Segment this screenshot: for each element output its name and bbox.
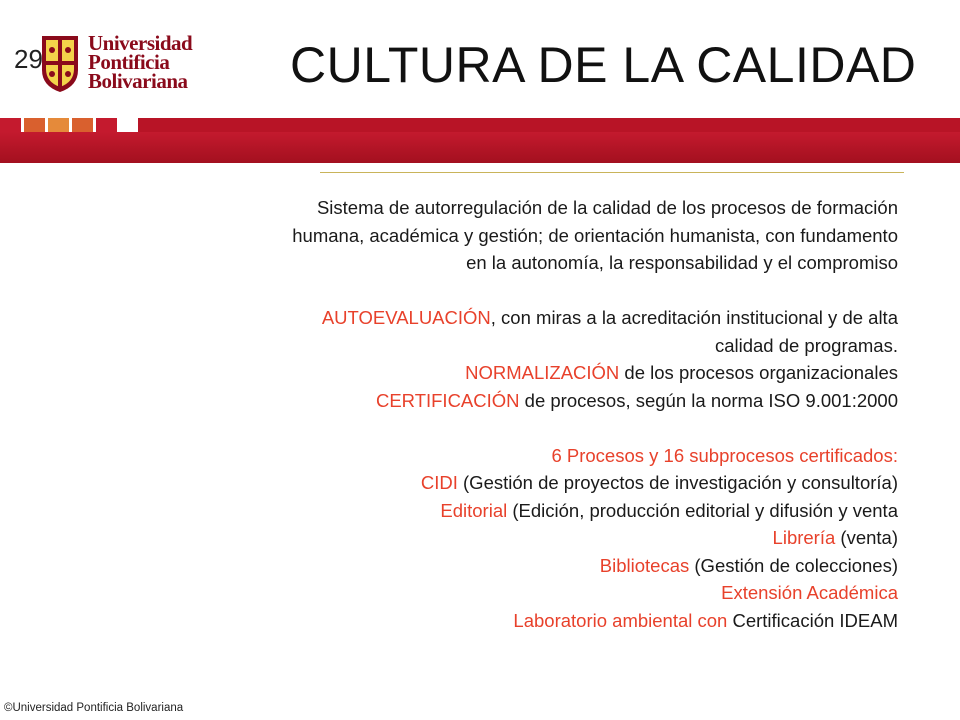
certificacion-text: de procesos, según la norma ISO 9.001:2000 [519,389,898,411]
normalizacion-highlight: NORMALIZACIÓN [465,362,620,383]
process-text: Certificación IDEAM [727,609,898,631]
autoevaluacion-text: , con miras a la acreditación institucional y de alta [490,307,898,328]
autoevaluacion-line [110,304,898,332]
logo-line-1: Universidad [88,31,193,55]
intro-line: humana, académica y gestión; de orientación humanista, con fundamento [292,224,898,246]
red-band-upper [138,118,960,132]
process-text: (venta) [835,527,898,548]
processes-heading: 6 Procesos y 16 subprocesos certificados: [551,444,898,466]
autoevaluacion-line-2: calidad de programas. [714,334,898,356]
process-item [110,552,898,580]
normalizacion-text: de los procesos organizacionales [619,362,898,383]
divider-line [320,172,904,173]
university-logo [18,32,208,98]
process-highlight: Extensión Académica [721,582,898,603]
process-item [110,579,898,607]
process-text: (Gestión de proyectos de investigación y consultoría) [457,472,898,493]
logo-line-2: Pontificia [88,50,170,74]
decor-square [0,118,21,132]
red-band [0,132,960,163]
certificacion-highlight: CERTIFICACIÓN [375,389,520,411]
intro-line: en la autonomía, la responsabilidad y el compromiso [466,252,898,273]
process-highlight: Laboratorio ambiental con [513,609,728,631]
process-item [110,497,898,525]
process-highlight: CIDI [420,472,458,493]
decor-square [24,118,45,132]
slide-header [0,0,960,180]
intro-line: Sistema de autorregulación de la calidad de los procesos de formación [316,197,898,218]
logo-line-3: Bolivariana [88,69,188,93]
process-text: (Gestión de colecciones) [689,554,898,576]
normalizacion-line [110,359,898,387]
certificacion-line [110,387,898,415]
process-highlight: Editorial [440,499,508,521]
copyright-footer: ©Universidad Pontificia Bolivariana [4,702,184,714]
decor-square [96,118,117,132]
page-title: CULTURA DE LA CALIDAD [290,37,917,93]
decorative-squares [0,118,120,132]
slide-body [110,194,898,634]
logo-wordmark [88,31,193,93]
process-item [110,607,898,635]
decor-square [72,118,93,132]
process-highlight: Librería [772,527,836,548]
process-item [110,524,898,552]
slide-number: 29 [14,44,43,74]
shield-icon [38,32,82,94]
process-text: (Edición, producción editorial y difusión y venta [507,499,898,521]
autoevaluacion-highlight: AUTOEVALUACIÓN [321,307,491,328]
process-item [110,469,898,497]
decor-square [48,118,69,132]
process-highlight: Bibliotecas [599,554,690,576]
